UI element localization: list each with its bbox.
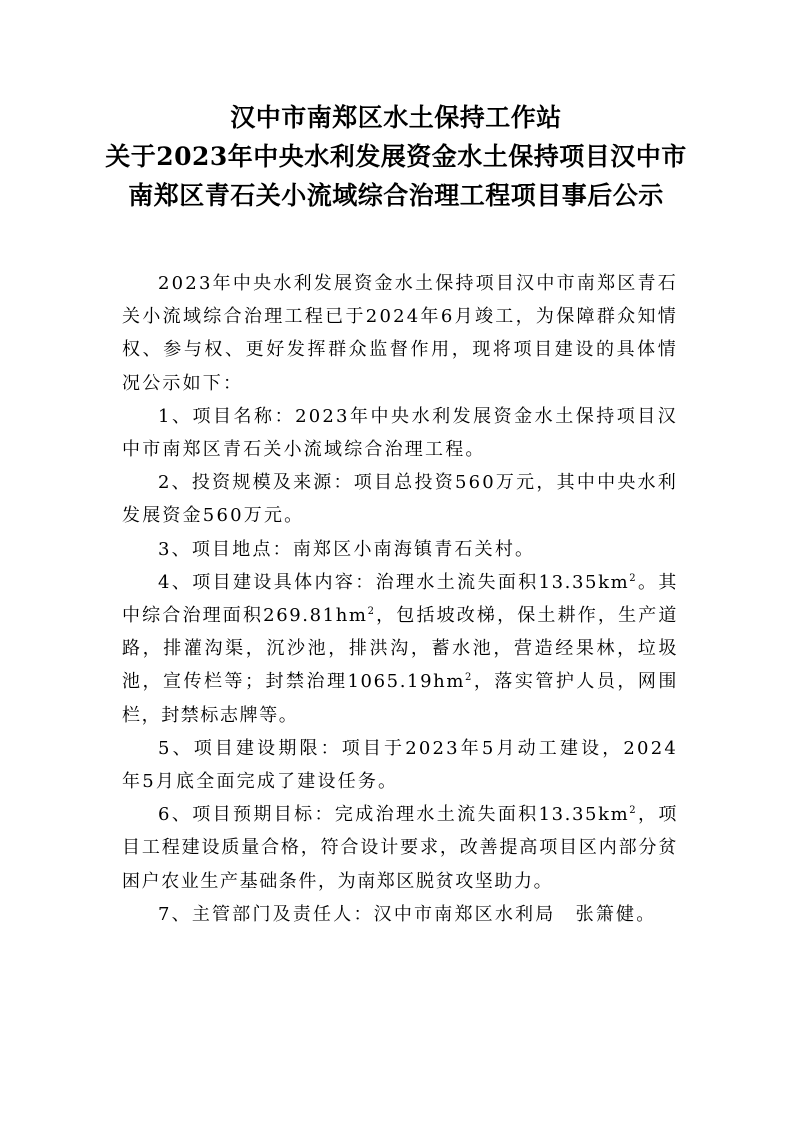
- title-line-1: 汉中市南郑区水土保持工作站: [230, 103, 562, 132]
- intro-paragraph: 2023年中央水利发展资金水土保持项目汉中市南郑区青石关小流域综合治理工程已于2024年6月竣工，为保障群众知情权、参与权、更好发挥群众监督作用，现将项目建设的具体情况公示如下：: [122, 273, 678, 394]
- title-line-2: 关于2023年中央水利发展资金水土保持项目汉中市: [105, 142, 687, 171]
- goals-part-1: 6、项目预期目标：完成治理水土流失面积13.35km: [158, 804, 630, 826]
- area-exponent: 2: [367, 606, 376, 618]
- item-construction-content: [122, 566, 678, 732]
- area-exponent: 2: [629, 805, 638, 817]
- title-line-3: 南郑区青石关小流域综合治理工程项目事后公示: [128, 181, 664, 210]
- content-part-3: ，包括坡改梯，保土耕作，生产道路，排灌沟渠，沉沙池，排洪沟，蓄水池，营造经果林，垃圾池，宣传栏等；封禁治理1065.19hm: [122, 605, 678, 693]
- item-project-name: 1、项目名称：2023年中央水利发展资金水土保持项目汉中市南郑区青石关小流域综合治理工程。: [122, 405, 678, 461]
- content-part-1: 4、项目建设具体内容：治理水土流失面积13.35km: [158, 571, 630, 593]
- item-expected-goals: [122, 798, 678, 898]
- document-body: [122, 267, 678, 931]
- content-part-4: ，落实管护人员，网围栏，封禁标志牌等。: [122, 671, 678, 726]
- area-exponent: 2: [629, 572, 638, 584]
- content-part-2: 。其中综合治理面积269.81hm: [122, 571, 678, 627]
- area-exponent: 2: [465, 672, 473, 684]
- document-title: [0, 98, 792, 215]
- item-investment: 2、投资规模及来源：项目总投资560万元，其中中央水利发展资金560万元。: [122, 472, 678, 527]
- item-responsible-dept: 7、主管部门及责任人：汉中市南郑区水利局 张箫健。: [158, 903, 657, 925]
- goals-part-2: ，项目工程建设质量合格，符合设计要求，改善提高项目区内部分贫困户农业生产基础条件，为南郑区脱贫攻坚助力。: [122, 804, 678, 892]
- item-location: 3、项目地点：南郑区小南海镇青石关村。: [158, 538, 536, 560]
- item-construction-period: 5、项目建设期限：项目于2023年5月动工建设，2024年5月底全面完成了建设任务。: [122, 737, 678, 793]
